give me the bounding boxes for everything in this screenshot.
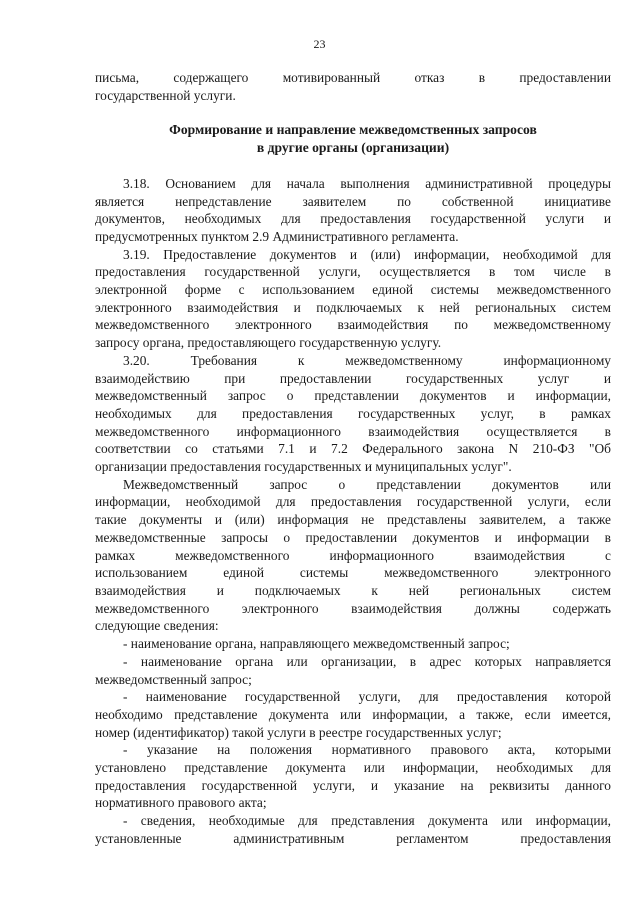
page-number: 23 bbox=[313, 37, 326, 51]
text-line: межведомственного информационного взаимодействия осуществляется в bbox=[95, 423, 611, 439]
text-line: - наименование государственной услуги, для предоставления которой bbox=[123, 689, 611, 705]
text-line: межведомственные запросы о предоставлении документов и информации в bbox=[95, 529, 611, 545]
text-line: рамках межведомственного информационного взаимодействия с bbox=[95, 547, 611, 563]
text-line: взаимодействию при предоставлении государственных услуг и bbox=[95, 370, 611, 386]
text-line: межведомственного электронного взаимодействия по межведомственному bbox=[95, 317, 611, 333]
text-line: номер (идентификатор) такой услуги в реестре государственных услуг; bbox=[95, 724, 502, 740]
text-line: межведомственный запрос о представлении документов и информации, bbox=[95, 388, 611, 404]
text-line: Межведомственный запрос о представлении документов или bbox=[123, 476, 611, 492]
paragraph-list bbox=[95, 175, 611, 848]
text-line: электронного взаимодействия и подключаемых к ней региональных систем bbox=[95, 299, 611, 315]
text-line: электронной форме с использованием единой системы межведомственного bbox=[95, 282, 611, 298]
text-line: информации, необходимой для предоставления государственной услуги, если bbox=[95, 494, 611, 510]
section-heading bbox=[95, 121, 611, 156]
paragraph-item2 bbox=[95, 653, 611, 688]
text-line: установленные административным регламентом предоставления bbox=[95, 830, 611, 846]
text-line: запросу органа, предоставляющего государственную услугу. bbox=[95, 335, 442, 351]
text-line: межведомственного электронного взаимодействия должны содержать bbox=[95, 600, 611, 616]
text-line: взаимодействия и подключаемых к ней региональных систем bbox=[95, 582, 611, 598]
paragraph-p319 bbox=[95, 246, 611, 352]
paragraph-item4 bbox=[95, 741, 611, 812]
paragraph-p-request bbox=[95, 476, 611, 635]
text-line: межведомственный запрос; bbox=[95, 671, 252, 687]
paragraph-item1 bbox=[95, 635, 611, 653]
text-line: соответствии со статьями 7.1 и 7.2 Федерального закона N 210-ФЗ "Об bbox=[95, 441, 611, 457]
paragraph-item3 bbox=[95, 688, 611, 741]
text-line: - указание на положения нормативного правового акта, которыми bbox=[123, 742, 611, 758]
document-body bbox=[95, 69, 611, 848]
section-heading-line: в другие органы (организации) bbox=[256, 140, 450, 156]
carryover-paragraph bbox=[95, 69, 611, 104]
paragraph-p318 bbox=[95, 175, 611, 246]
text-line: государственной услуги. bbox=[95, 87, 236, 103]
text-line: - сведения, необходимые для представления документа или информации, bbox=[123, 813, 611, 829]
text-line: 3.20. Требования к межведомственному информационному bbox=[123, 352, 611, 368]
paragraph-item5 bbox=[95, 812, 611, 847]
text-line: организации предоставления государственных и муниципальных услуг". bbox=[95, 459, 512, 475]
text-line: - наименование органа или организации, в адрес которых направляется bbox=[123, 653, 611, 669]
text-line: предоставления государственной услуги, осуществляется в том числе в bbox=[95, 264, 611, 280]
text-line: 3.19. Предоставление документов и (или) информации, необходимой для bbox=[123, 246, 611, 262]
text-line: нормативного правового акта; bbox=[95, 795, 267, 811]
text-line: такие документы и (или) информация не представлены заявителем, а также bbox=[95, 512, 611, 528]
text-line: использованием единой системы межведомственного электронного bbox=[95, 565, 611, 581]
paragraph-p320 bbox=[95, 352, 611, 476]
text-line: необходимо представление документа или информации, а также, если имеется, bbox=[95, 706, 611, 722]
text-line: 3.18. Основанием для начала выполнения административной процедуры bbox=[123, 175, 611, 191]
text-line: является непредставление заявителем по собственной инициативе bbox=[95, 193, 611, 209]
text-line: документов, необходимых для предоставления государственной услуги и bbox=[95, 211, 611, 227]
section-heading-line: Формирование и направление межведомственных запросов bbox=[169, 122, 537, 138]
text-line: - наименование органа, направляющего межведомственный запрос; bbox=[123, 636, 510, 652]
text-line: предоставления государственной услуги, и указание на реквизиты данного bbox=[95, 777, 611, 793]
text-line: установлено представление документа или информации, необходимых для bbox=[95, 760, 611, 776]
text-line: следующие сведения: bbox=[95, 618, 219, 634]
text-line: необходимых для предоставления государственных услуг, в рамках bbox=[95, 405, 611, 421]
text-line: письма, содержащего мотивированный отказ в предоставлении bbox=[95, 70, 611, 85]
text-line: предусмотренных пунктом 2.9 Административного регламента. bbox=[95, 228, 459, 244]
